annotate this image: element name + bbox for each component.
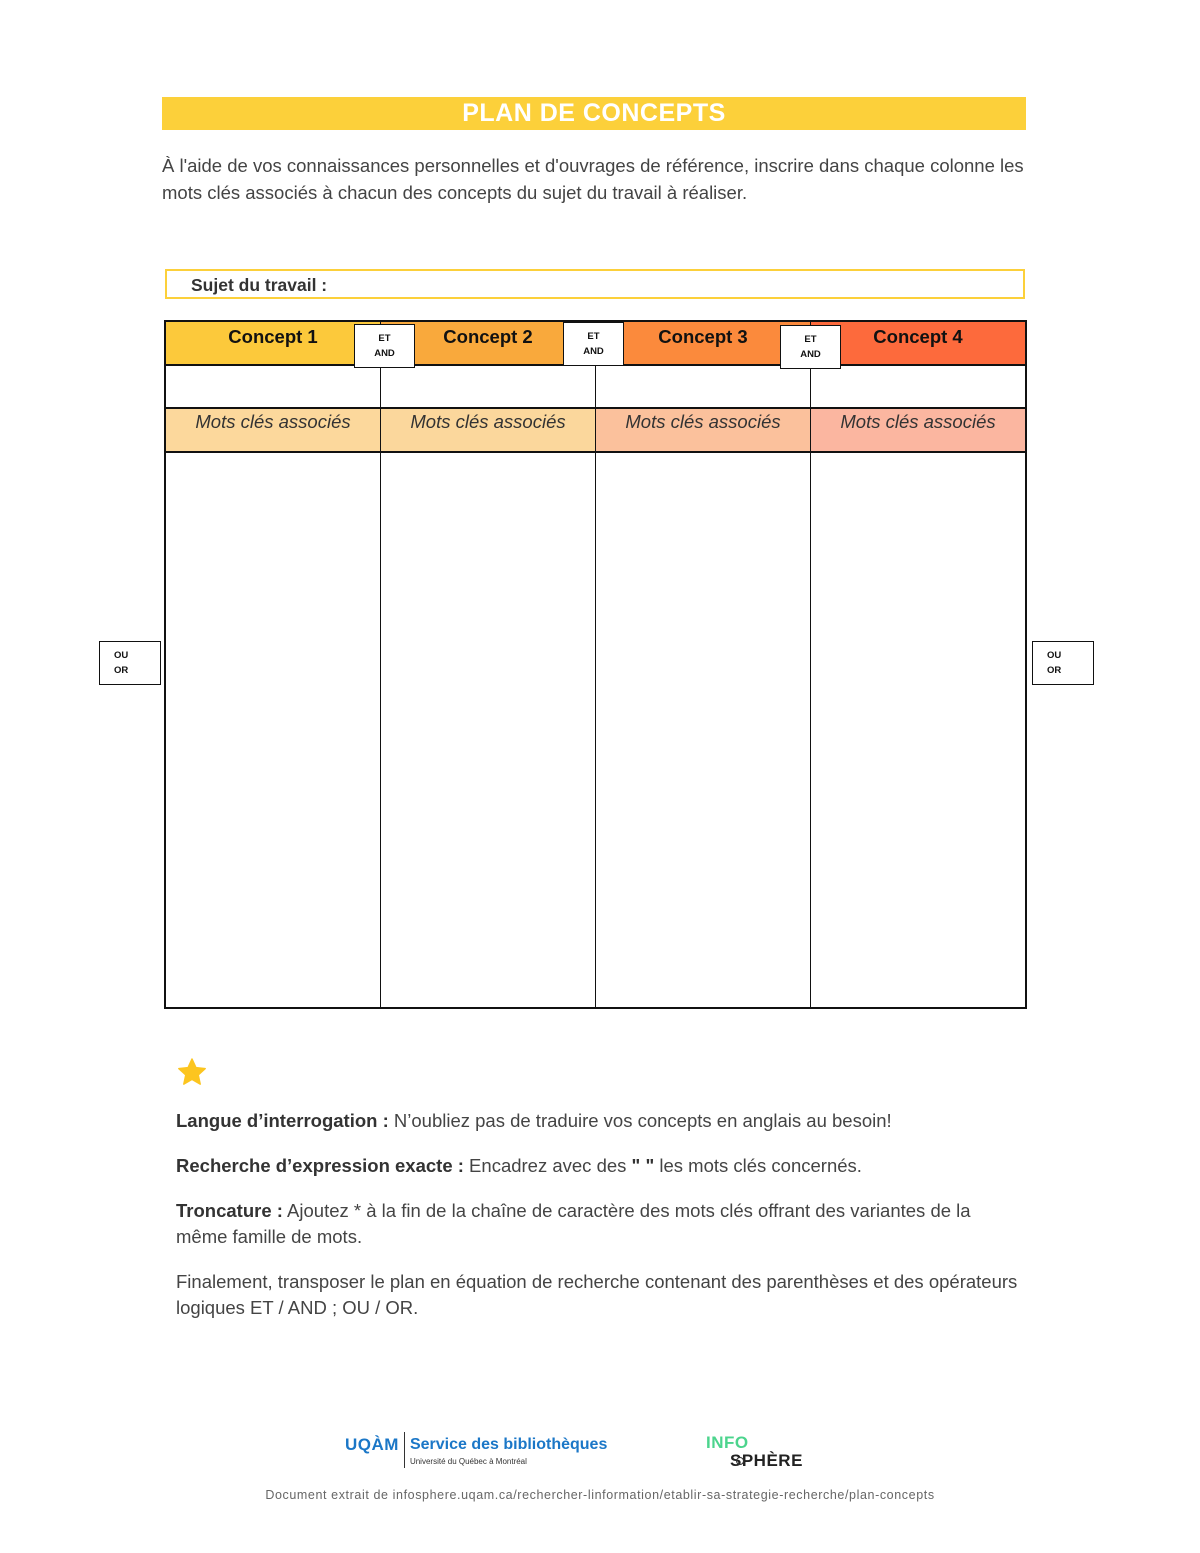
subject-field[interactable] [165, 269, 1025, 299]
uqam-wordmark: UQÀM [345, 1432, 405, 1468]
tip-exact-label: Recherche d’expression exacte : [176, 1155, 464, 1176]
and-operator-2 [563, 322, 624, 366]
uqam-service [405, 1432, 607, 1466]
intro-text: À l'aide de vos connaissances personnelles et d'ouvrages de référence, inscrire dans chaque colonne les mots clés associés à chacun des concepts du sujet du travail à réaliser. [162, 155, 1024, 203]
and-label: ET [587, 331, 600, 342]
keywords-header-3: Mots clés associés [596, 409, 810, 453]
concept-column-2 [381, 322, 596, 1007]
page-title: PLAN DE CONCEPTS [162, 97, 1026, 130]
tip-exact-text-before: Encadrez avec des [463, 1155, 632, 1176]
concept-column-1 [166, 322, 381, 1007]
and-label: ET [804, 334, 817, 345]
infosphere-bottom: SPHÈRE [730, 1451, 803, 1470]
or-label-en: OR [1047, 665, 1062, 676]
uqam-service-name: Service des bibliothèques [409, 1436, 608, 1453]
tip-exact-phrase [176, 1153, 1026, 1179]
concept-input-2[interactable] [381, 366, 595, 409]
tip-final [176, 1269, 1026, 1321]
tip-language-label: Langue d’interrogation : [176, 1110, 389, 1131]
and-label-en: AND [374, 348, 395, 359]
concept-input-1[interactable] [166, 366, 380, 409]
footer-source: Document extrait de infosphere.uqam.ca/rechercher-linformation/etablir-sa-strategie-recherche/plan-concepts [265, 1488, 935, 1502]
concept-column-3 [596, 322, 811, 1007]
or-operator-left [99, 641, 161, 685]
tip-truncation-text: Ajoutez * à la fin de la chaîne de caractère des mots clés offrant des variantes de la même famille de mots. [176, 1200, 971, 1247]
subject-label: Sujet du travail : [191, 275, 328, 295]
concept-header-4: Concept 4 [811, 322, 1025, 366]
tip-exact-quotes: " " [631, 1155, 655, 1176]
and-label: ET [378, 333, 391, 344]
tip-truncation [176, 1198, 1026, 1250]
concept-input-3[interactable] [596, 366, 810, 409]
infosphere-logo [706, 1434, 846, 1474]
infosphere-ring-icon [736, 1457, 744, 1465]
tip-final-text: Finalement, transposer le plan en équation de recherche contenant des parenthèses et des opérateurs logiques ET / AND ; OU / OR. [176, 1271, 1018, 1318]
keywords-header-2: Mots clés associés [381, 409, 595, 453]
concept-input-4[interactable] [811, 366, 1025, 409]
uqam-university-name: Université du Québec à Montréal [409, 1457, 527, 1466]
keywords-header-1: Mots clés associés [166, 409, 380, 453]
tip-language [176, 1108, 1026, 1134]
concept-header-2: Concept 2 [381, 322, 595, 366]
tip-language-text: N’oubliez pas de traduire vos concepts en anglais au besoin! [388, 1110, 892, 1131]
or-label-en: OR [114, 665, 129, 676]
uqam-logo [345, 1432, 607, 1472]
concept-header-1: Concept 1 [166, 322, 380, 366]
and-label-en: AND [800, 349, 821, 360]
or-label: OU [1047, 650, 1062, 661]
and-label-en: AND [583, 346, 604, 357]
and-operator-1 [354, 324, 415, 368]
or-operator-right [1032, 641, 1094, 685]
or-label: OU [114, 650, 129, 661]
concept-column-4 [811, 322, 1025, 1007]
and-operator-3 [780, 325, 841, 369]
concept-grid [164, 320, 1027, 1009]
keywords-header-4: Mots clés associés [811, 409, 1025, 453]
tips-section [176, 1108, 1026, 1340]
infosphere-top: INFO [706, 1433, 749, 1452]
tip-truncation-label: Troncature : [176, 1200, 283, 1221]
tip-exact-text-after: les mots clés concernés. [654, 1155, 862, 1176]
concept-header-3: Concept 3 [596, 322, 810, 366]
star-icon [176, 1056, 208, 1088]
